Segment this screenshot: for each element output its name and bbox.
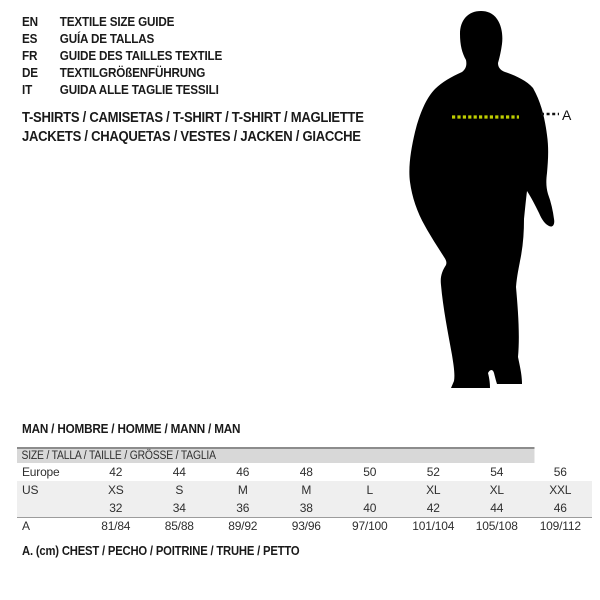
row-label: Europe <box>22 465 60 479</box>
table-row-europe <box>17 463 592 481</box>
size-table-header: SIZE / TALLA / TAILLE / GRÖSSE / TAGLIA <box>17 447 535 463</box>
size-cell: 97/100 <box>351 519 388 533</box>
size-cell: 54 <box>490 465 504 479</box>
size-cell: 109/112 <box>539 519 581 533</box>
language-title: GUÍA DE TALLAS <box>59 31 155 46</box>
language-code: DE <box>22 65 38 80</box>
section-title: MAN / HOMBRE / HOMME / MANN / MAN <box>22 421 241 436</box>
language-code: IT <box>22 82 33 97</box>
size-cell: M <box>237 483 248 497</box>
measure-label-a: A <box>562 107 572 123</box>
size-cell: 85/88 <box>164 519 194 533</box>
row-label <box>17 499 84 517</box>
language-row <box>22 13 222 30</box>
size-cell: 44 <box>490 501 504 515</box>
language-title: GUIDA ALLE TAGLIE TESSILI <box>59 82 219 97</box>
language-title: GUIDE DES TAILLES TEXTILE <box>59 48 223 63</box>
language-title: TEXTILGRÖßENFÜHRUNG <box>59 65 206 80</box>
size-cell: 101/104 <box>412 519 455 533</box>
size-cell: M <box>301 483 312 497</box>
size-cell: 93/96 <box>291 519 321 533</box>
size-cell: 42 <box>426 501 440 515</box>
row-label: A <box>22 519 30 533</box>
man-silhouette-figure <box>402 6 580 396</box>
footnote: A. (cm) CHEST / PECHO / POITRINE / TRUHE / PETTO <box>22 544 300 558</box>
table-row-alt-sizes <box>17 499 592 517</box>
language-code: ES <box>22 31 38 46</box>
size-cell: 36 <box>236 501 250 515</box>
language-code: FR <box>22 48 38 63</box>
category-line-jackets: JACKETS / CHAQUETAS / VESTES / JACKEN / GIACCHE <box>22 129 361 145</box>
category-line-tshirts: T-SHIRTS / CAMISETAS / T-SHIRT / T-SHIRT / MAGLIETTE <box>22 110 364 126</box>
table-row-chest-measure <box>17 517 592 535</box>
row-label: US <box>22 483 39 497</box>
size-cell: 32 <box>109 501 123 515</box>
size-cell: S <box>175 483 184 497</box>
size-cell: XL <box>489 483 504 497</box>
size-cell: XXL <box>549 483 572 497</box>
size-cell: 40 <box>363 501 377 515</box>
size-cell: 46 <box>553 501 567 515</box>
language-list <box>22 13 222 98</box>
size-cell: XS <box>107 483 124 497</box>
size-cell: L <box>366 483 373 497</box>
language-row <box>22 47 222 64</box>
size-cell: 44 <box>172 465 186 479</box>
language-title: TEXTILE SIZE GUIDE <box>59 14 175 29</box>
language-row <box>22 64 222 81</box>
size-cell: 56 <box>553 465 567 479</box>
size-cell: 34 <box>172 501 186 515</box>
language-row <box>22 81 222 98</box>
size-cell: XL <box>426 483 441 497</box>
size-cell: 81/84 <box>101 519 131 533</box>
language-code: EN <box>22 14 38 29</box>
size-cell: 52 <box>426 465 440 479</box>
size-cell: 46 <box>236 465 250 479</box>
size-cell: 42 <box>109 465 123 479</box>
size-cell: 38 <box>299 501 313 515</box>
size-cell: 89/92 <box>228 519 258 533</box>
size-cell: 50 <box>363 465 377 479</box>
size-cell: 105/108 <box>475 519 518 533</box>
size-cell: 48 <box>299 465 313 479</box>
man-silhouette <box>409 11 554 388</box>
size-table <box>17 447 592 535</box>
table-row-us <box>17 481 592 499</box>
language-row <box>22 30 222 47</box>
category-titles <box>22 109 364 147</box>
